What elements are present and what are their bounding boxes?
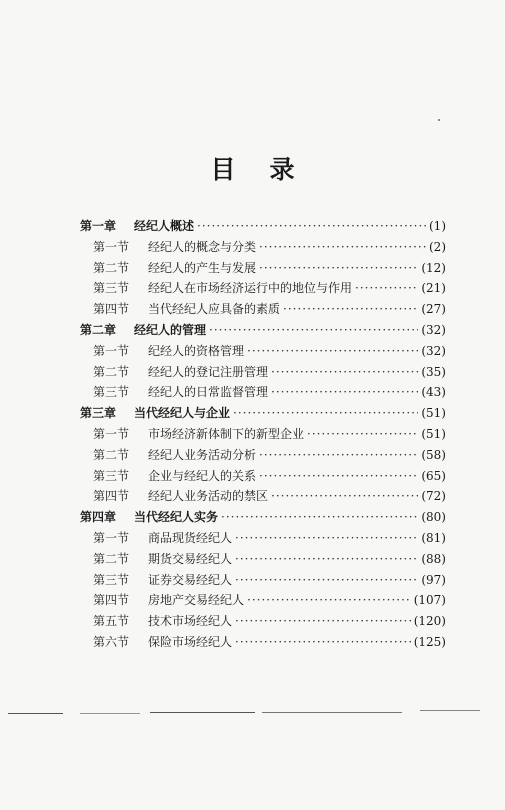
dot-leader	[259, 237, 426, 258]
entry-number: 第二节	[93, 551, 130, 566]
dot-leader	[271, 382, 418, 403]
entry-number: 第三节	[93, 281, 130, 296]
title-char-2: 录	[269, 155, 295, 184]
dot-leader	[235, 570, 418, 591]
toc-section-entry	[80, 486, 446, 507]
entry-page-number: (81)	[421, 530, 446, 545]
dot-leader	[271, 486, 418, 507]
entry-number: 第一节	[93, 343, 130, 358]
entry-number: 第四节	[93, 593, 130, 608]
toc-chapter-entry	[80, 403, 446, 424]
dot-leader	[235, 632, 411, 653]
toc-section-entry	[80, 424, 446, 445]
dot-leader	[307, 424, 418, 445]
entry-title: 期货交易经纪人	[148, 551, 233, 566]
entry-title: 经纪人业务活动分析	[148, 447, 257, 462]
entry-title: 当代经纪人与企业	[134, 406, 231, 421]
page-title	[0, 150, 505, 186]
entry-title: 经纪人业务活动的禁区	[148, 489, 269, 504]
entry-page-number: (58)	[421, 447, 446, 462]
entry-number: 第二节	[93, 364, 130, 379]
entry-number: 第二节	[93, 447, 130, 462]
entry-page-number: (27)	[421, 302, 446, 317]
entry-title: 经纪人的日常监督管理	[148, 385, 269, 400]
entry-number: 第三节	[93, 572, 130, 587]
entry-title: 经纪人在市场经济运行中的地位与作用	[148, 281, 353, 296]
toc-section-entry	[80, 445, 446, 466]
entry-number: 第四节	[93, 302, 130, 317]
dot-leader	[355, 278, 418, 299]
entry-title: 房地产交易经纪人	[148, 593, 245, 608]
toc-section-entry	[80, 528, 446, 549]
dot-leader	[235, 611, 411, 632]
entry-title: 经纪人的概念与分类	[148, 239, 257, 254]
entry-title: 当代经纪人实务	[134, 510, 219, 525]
dot-leader	[283, 299, 418, 320]
entry-page-number: (32)	[421, 343, 446, 358]
entry-page-number: (51)	[421, 426, 446, 441]
toc-section-entry	[80, 466, 446, 487]
entry-number: 第四节	[93, 489, 130, 504]
scan-speck	[438, 119, 440, 121]
scan-line	[150, 712, 255, 713]
dot-leader	[235, 528, 418, 549]
toc-section-entry	[80, 382, 446, 403]
entry-title: 企业与经纪人的关系	[148, 468, 257, 483]
toc-section-entry	[80, 362, 446, 383]
entry-page-number: (65)	[421, 468, 446, 483]
entry-page-number: (88)	[421, 551, 446, 566]
toc-section-entry	[80, 278, 446, 299]
entry-title: 技术市场经纪人	[148, 614, 233, 629]
entry-page-number: (21)	[421, 281, 446, 296]
dot-leader	[259, 445, 418, 466]
entry-page-number: (2)	[429, 239, 446, 254]
dot-leader	[247, 341, 418, 362]
dot-leader	[235, 549, 418, 570]
entry-page-number: (12)	[421, 260, 446, 275]
entry-page-number: (51)	[421, 406, 446, 421]
entry-page-number: (72)	[421, 489, 446, 504]
entry-number: 第一节	[93, 530, 130, 545]
entry-page-number: (125)	[413, 634, 446, 649]
entry-page-number: (32)	[421, 322, 446, 337]
entry-number: 第一节	[93, 239, 130, 254]
toc-chapter-entry	[80, 216, 446, 237]
scan-line	[262, 712, 402, 713]
entry-page-number: (107)	[413, 593, 446, 608]
entry-number: 第六节	[93, 634, 130, 649]
entry-number: 第四章	[80, 510, 117, 525]
entry-number: 第二节	[93, 260, 130, 275]
entry-page-number: (1)	[429, 219, 446, 233]
toc-section-entry	[80, 611, 446, 632]
toc-section-entry	[80, 237, 446, 258]
toc-section-entry	[80, 590, 446, 611]
dot-leader	[197, 216, 426, 237]
entry-page-number: (97)	[421, 572, 446, 587]
scan-line	[8, 713, 63, 714]
dot-leader	[209, 320, 418, 341]
table-of-contents	[80, 216, 446, 653]
dot-leader	[271, 362, 418, 383]
title-char-1: 目	[210, 155, 236, 184]
entry-title: 当代经纪人应具备的素质	[148, 302, 281, 317]
toc-section-entry	[80, 549, 446, 570]
entry-number: 第三章	[80, 406, 117, 421]
dot-leader	[247, 590, 411, 611]
entry-title: 商品现货经纪人	[148, 530, 233, 545]
dot-leader	[259, 258, 418, 279]
entry-page-number: (43)	[421, 385, 446, 400]
scan-line	[80, 713, 140, 714]
entry-title: 证券交易经纪人	[148, 572, 233, 587]
entry-number: 第三节	[93, 468, 130, 483]
toc-section-entry	[80, 258, 446, 279]
toc-section-entry	[80, 570, 446, 591]
entry-title: 经纪人的产生与发展	[148, 260, 257, 275]
toc-section-entry	[80, 341, 446, 362]
dot-leader	[233, 403, 418, 424]
entry-page-number: (120)	[413, 614, 446, 629]
scan-line	[420, 710, 480, 711]
toc-chapter-entry	[80, 507, 446, 528]
entry-title: 市场经济新体制下的新型企业	[148, 426, 305, 441]
toc-section-entry	[80, 299, 446, 320]
entry-page-number: (80)	[421, 510, 446, 525]
entry-number: 第三节	[93, 385, 130, 400]
entry-number: 第一章	[80, 219, 117, 233]
dot-leader	[259, 466, 418, 487]
entry-title: 保险市场经纪人	[148, 634, 233, 649]
dot-leader	[221, 507, 418, 528]
entry-title: 经纪人的管理	[134, 322, 207, 337]
entry-title: 纪经人的资格管理	[148, 343, 245, 358]
entry-number: 第一节	[93, 426, 130, 441]
entry-title: 经纪人的登记注册管理	[148, 364, 269, 379]
entry-number: 第二章	[80, 322, 117, 337]
toc-section-entry	[80, 632, 446, 653]
entry-page-number: (35)	[421, 364, 446, 379]
toc-chapter-entry	[80, 320, 446, 341]
entry-title: 经纪人概述	[134, 219, 195, 233]
entry-number: 第五节	[93, 614, 130, 629]
